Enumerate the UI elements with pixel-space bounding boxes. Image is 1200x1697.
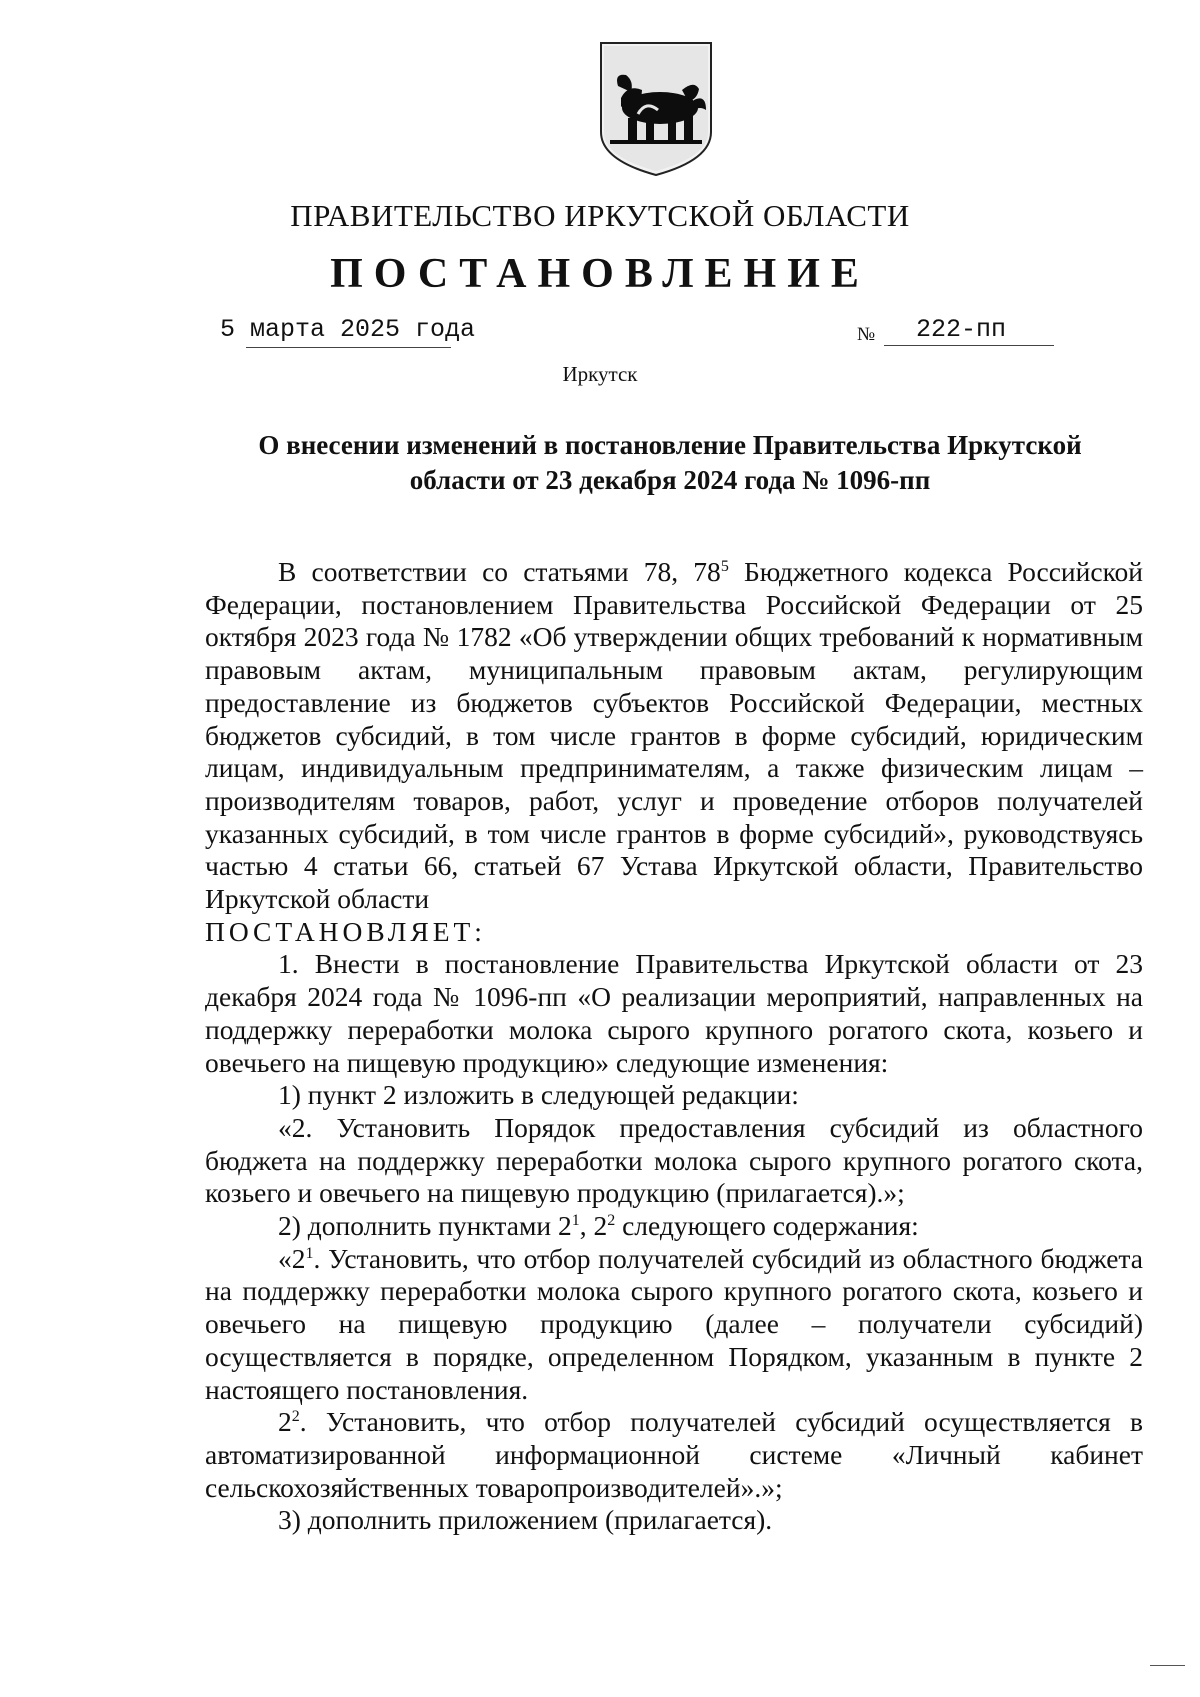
preamble-paragraph (205, 556, 1143, 916)
city-name: Иркутск (562, 362, 638, 386)
point-2-1-text: . Установить, что отбор получателей субсидий из областного бюджета на поддержку переработки молока сырого крупного рогатого скота, козьего и овечьего на пищевую продукцию (далее – получатели субсидий) осуществляется в порядке, определенном Порядком, указанным в пункте 2 настоящего постановления. (205, 1242, 1143, 1405)
subitem-2-text: следующего содержания: (615, 1210, 919, 1242)
resolves-line: ПОСТАНОВЛЯЕТ: (205, 915, 486, 947)
point-2-2 (205, 1406, 1143, 1504)
document-number: 222-пп (916, 315, 1007, 344)
number-underline (884, 345, 1054, 346)
point-2-2-text: 2 (278, 1406, 292, 1438)
title-line-1: О внесении изменений в постановление Правительства Иркутской (258, 430, 1082, 460)
date-underline (246, 347, 451, 348)
document-title (230, 428, 1110, 498)
scan-corner-mark (1150, 1665, 1185, 1666)
quote-point-2: «2. Установить Порядок предоставления субсидий из областного бюджета на поддержку переработки молока сырого крупного рогатого скота, козьего и овечьего на пищевую продукцию (прилагается).»; (205, 1111, 1143, 1209)
superscript: 5 (720, 557, 729, 575)
point-2-1-text: «2 (278, 1242, 306, 1274)
government-name: ПРАВИТЕЛЬСТВО ИРКУТСКОЙ ОБЛАСТИ (290, 198, 910, 233)
preamble-text-cont: Бюджетного кодекса Российской Федерации, постановлением Правительства Российской Федерации от 25 октября 2023 года № 1782 «Об утверждении общих требований к нормативным правовым актам, муниципальным правовым актам, регулирующим предоставление из бюджетов субъектов Российской Федерации, местных бюджетов субсидий, в том числе грантов в форме субсидий, юридическим лицам, индивидуальным предпринимателям, а также физическим лицам – производителям товаров, работ, услуг и проведение отборов получателей указанных субсидий, в том числе грантов в форме субсидий», руководствуясь частью 4 статьи 66, статьей 67 Устава Иркутской области, Правительство Иркутской области (205, 556, 1143, 915)
point-2-2-text: . Установить, что отбор получателей субсидий осуществляется в автоматизированной информационной системе «Личный кабинет сельскохозяйственных товаропроизводителей».»; (205, 1406, 1143, 1503)
title-line-2: области от 23 декабря 2024 года № 1096-пп (409, 465, 931, 495)
superscript: 1 (571, 1211, 580, 1229)
document-body (205, 556, 1143, 1537)
point-2-1 (205, 1243, 1143, 1407)
subitem-2 (205, 1210, 1143, 1243)
subitem-1: 1) пункт 2 изложить в следующей редакции: (278, 1079, 799, 1111)
number-sign: № (857, 324, 876, 345)
superscript: 2 (607, 1211, 616, 1229)
subitem-2-text: , 2 (579, 1210, 608, 1242)
item-1-paragraph: 1. Внести в постановление Правительства Иркутской области от 23 декабря 2024 года № 1096-пп «О реализации мероприятий, направленных на поддержку переработки молока сырого крупного рогатого скота, козьего и овечьего на пищевую продукцию» следующие изменения: (205, 948, 1143, 1078)
subitem-2-text: 2) дополнить пунктами 2 (278, 1210, 572, 1242)
document-date: 5 марта 2025 года (220, 315, 476, 344)
superscript: 1 (305, 1244, 314, 1262)
preamble-text: В соответствии со статьями 78, 78 (278, 556, 721, 587)
superscript: 2 (291, 1408, 300, 1426)
subitem-3: 3) дополнить приложением (прилагается). (278, 1504, 773, 1536)
document-type: ПОСТАНОВЛЕНИЕ (330, 251, 870, 297)
coat-of-arms-icon (598, 40, 714, 178)
